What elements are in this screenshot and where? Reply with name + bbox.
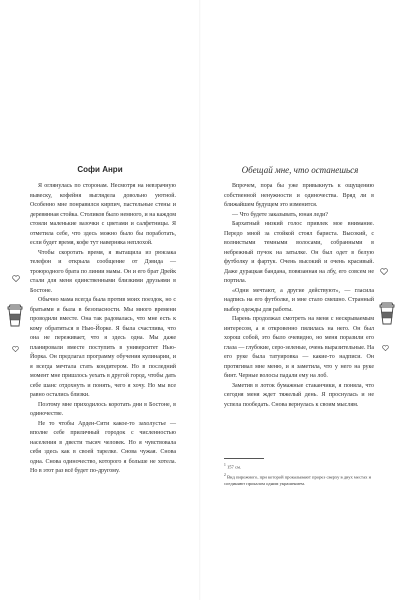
- left-running-header: Софи Анри: [77, 165, 123, 174]
- footnote-mark: 1: [224, 463, 226, 467]
- footnote-text: 157 см.: [226, 464, 242, 470]
- footnote: [224, 472, 374, 487]
- paragraph: Поэтому мне приходилось коротать дни в Бостоне, в одиночестве.: [30, 401, 176, 417]
- heart-icon: [12, 346, 19, 352]
- footnote-divider: [224, 458, 264, 459]
- right-page-body: [224, 182, 374, 410]
- coffee-cup-icon: [6, 302, 24, 328]
- paragraph: Заметив в лоток бумажные стаканчики, я поняла, что сегодня меня ждет тяжелый день. Я проснулась и не успела пообедать. Снова вернулась к своим мыслям.: [224, 382, 374, 408]
- paragraph: Чтобы скоротать время, я вытащила из рюкзака телефон и открыла сообщение от Дэвида — троюродного брата по линии мамы. Он и его брат Дрейк стали для меня единственными близкими друзьями в Бостоне.: [30, 249, 176, 294]
- left-page-body: [30, 182, 176, 477]
- paragraph: Бархатный низкий голос привлек мое внимание. Передо мной за стойкой стоял бариста. Высокий, с волнистыми темными волосами, собранными в небрежный пучок на затылке. Он был одет в белую футболку и фартук. Очень высокий и очень красивый. Даже дурацкая бандана, повязанная на лбу, его совсем не портила.: [224, 221, 374, 284]
- coffee-cup-icon: [378, 300, 396, 326]
- paragraph: Я оглянулась по сторонам. Несмотря на невзрачную вывеску, кофейня выглядела довольно уютной. Особенно мне понравился кирпич, пастельные стены и деревянная стойка. Столиков было немного, и на каждом стояли маленькие вазочки с цветами и салфетницы. Я отметила себе, что здесь можно было бы поработать, если будет время, кофе тут наверняка неплохой.: [30, 183, 176, 246]
- paragraph: — Что будете заказывать, юная леди?: [232, 211, 329, 218]
- heart-icon: [382, 345, 389, 351]
- footnote: [224, 462, 374, 471]
- paragraph: «Одни мечтают, а другие действуют», — гласила надпись на его футболке, и мне стало смешно. Странный выбор одежды для работы.: [224, 287, 374, 313]
- paragraph: Парень продолжал смотреть на меня с нескрываемым интересом, а я откровенно пялилась на него. Он был хорош собой, это было очевидно, но меня поразили его глаза — глубокие, серо-зеленые, очень выразительные. На его руке была татуировка — какие-то надписи. Он протягивал мне меню, и я заметила, что у него на руке бинт. Черные волосы падали ему на лоб.: [224, 316, 374, 379]
- paragraph: Обычно мама всегда была против моих поездок, но с братьями я была в безопасности. Мы много времени проводили вместе. Она так радовалась, что мне есть к кому обратиться в Нью-Йорке. Я была счастлива, что она не переживает, что я здесь одна. Мы даже планировали вместе поступить в университет Нью-Йорка. Он предлагал программу обучения кулинарии, и я всегда мечтала стать кондитером. Но в последний момент мне пришлось уехать в другой город, чтобы дать себе шанс отдохнуть и понять, чего я хочу. Но мы все равно остались близки.: [30, 297, 176, 398]
- right-page: [200, 0, 400, 600]
- right-running-header: [200, 164, 400, 176]
- heart-icon: [380, 268, 388, 275]
- footnote-text: Вид пирожного, при которой прокалывают прорез сверху в двух местах и соединяют прокалом одним украшением.: [224, 474, 372, 486]
- footnotes: [224, 462, 374, 488]
- running-header-title: Обещай мне, что останешься: [241, 165, 359, 175]
- paragraph: Впрочем, пора бы уже привыкнуть к ощущению собственной ненужности и одиночества. Вряд ли в ближайшем будущем это изменится.: [224, 183, 374, 208]
- paragraph: Не то чтобы Арден-Сити какое-то захолустье — вполне себе приличный городок с численностью населения в двести тысяч человек. Но я чувствовала себя здесь как в своей тарелке. Снова чужая. Снова одна. Снова одиночество, которого я больше не хотела. Но в этот раз всё будет по-другому.: [30, 420, 176, 474]
- footnote-mark: 2: [224, 472, 226, 477]
- heart-icon: [12, 275, 20, 282]
